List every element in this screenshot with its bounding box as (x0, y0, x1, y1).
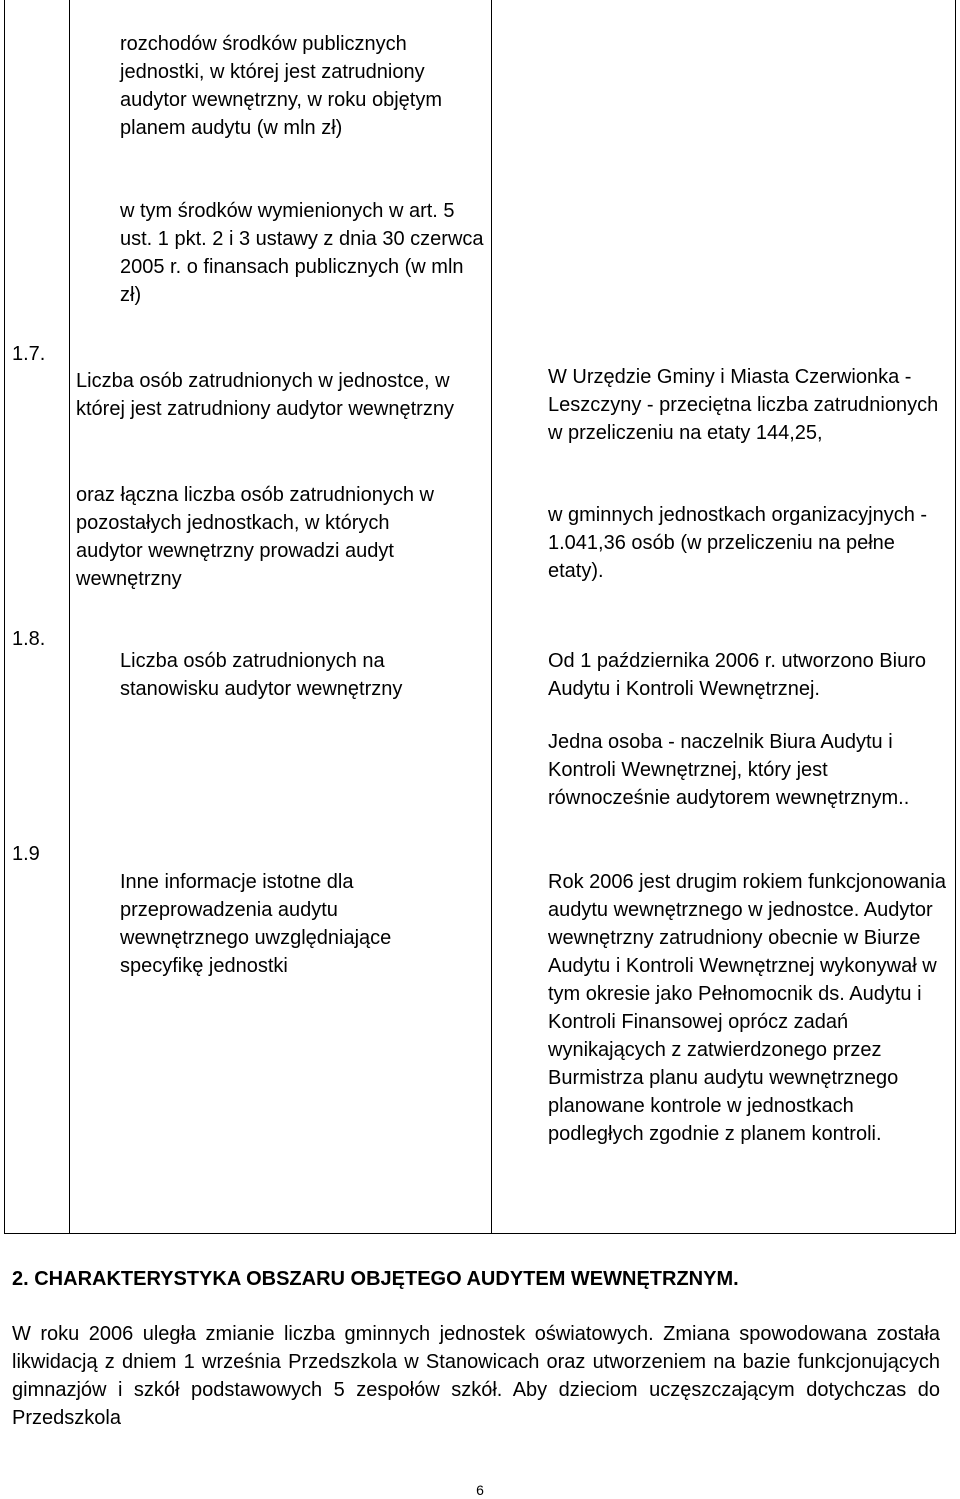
row-1-8-description: Liczba osób zatrudnionych na stanowisku audytor wewnętrzny (120, 650, 403, 700)
row-1-7-number: 1.7. (12, 343, 46, 365)
row-1-9-value: Rok 2006 jest drugim rokiem funkcjonowania audytu wewnętrznego w jednostce. Audytor wewnętrzny zatrudniony obecnie w Biurze Audytu i Kontroli Wewnętrznej wykonywał w tym okresie jako Pełnomocnik ds. Audytu i Kontroli Finansowej oprócz zadań wynikających z zatwierdzonego przez Burmistrza planu audytu wewnętrznego planowane kontrole w jednostkach podległych zgodnie z planem kontroli. (548, 871, 946, 1145)
row-1-7-value: W Urzędzie Gminy i Miasta Czerwionka - Leszczyny - przeciętna liczba zatrudnionych w przeliczeniu na etaty 144,25, (548, 366, 939, 444)
row-1-8-number: 1.8. (12, 628, 46, 650)
table-border-bottom (4, 1233, 956, 1234)
section-heading: 2. CHARAKTERYSTYKA OBSZARU OBJĘTEGO AUDYTEM WEWNĘTRZNYM. (12, 1268, 739, 1290)
section-paragraph: W roku 2006 uległa zmianie liczba gminnych jednostek oświatowych. Zmiana spowodowana została likwidacją z dniem 1 września Przedszkola w Stanowicach oraz utworzeniem na bazie funkcjonujących gimnazjów i szkół podstawowych 5 zespołów szkół. Aby dzieciom uczęszczającym dotychczas do Przedszkola (12, 1323, 940, 1429)
table-divider-1 (69, 0, 70, 1233)
table-border-right (955, 0, 956, 1233)
page-number: 6 (476, 1482, 484, 1498)
row-1-8-value-detail: Jedna osoba - naczelnik Biura Audytu i Kontroli Wewnętrznej, który jest równocześnie audytorem wewnętrznym.. (548, 731, 910, 809)
row-1-6-description: rozchodów środków publicznych jednostki, w której jest zatrudniony audytor wewnętrzny, w roku objętym planem audytu (w mln zł) (120, 33, 442, 139)
row-1-9-description: Inne informacje istotne dla przeprowadzenia audytu wewnętrznego uwzględniające specyfikę jednostki (120, 871, 392, 977)
row-1-8-value: Od 1 października 2006 r. utworzono Biuro Audytu i Kontroli Wewnętrznej. (548, 650, 926, 700)
table-border-left (4, 0, 5, 1233)
row-1-6-description-detail: w tym środków wymienionych w art. 5 ust. 1 pkt. 2 i 3 ustawy z dnia 30 czerwca 2005 r. o finansach publicznych (w mln zł) (120, 200, 484, 306)
row-1-7-description-detail: oraz łączna liczba osób zatrudnionych w pozostałych jednostkach, w których audytor wewnętrzny prowadzi audyt wewnętrzny (76, 484, 434, 590)
row-1-7-value-detail: w gminnych jednostkach organizacyjnych - 1.041,36 osób (w przeliczeniu na pełne etaty). (548, 504, 928, 582)
table-divider-2 (491, 0, 492, 1233)
row-1-7-description: Liczba osób zatrudnionych w jednostce, w której jest zatrudniony audytor wewnętrzny (76, 370, 454, 420)
row-1-9-number: 1.9 (12, 843, 40, 865)
